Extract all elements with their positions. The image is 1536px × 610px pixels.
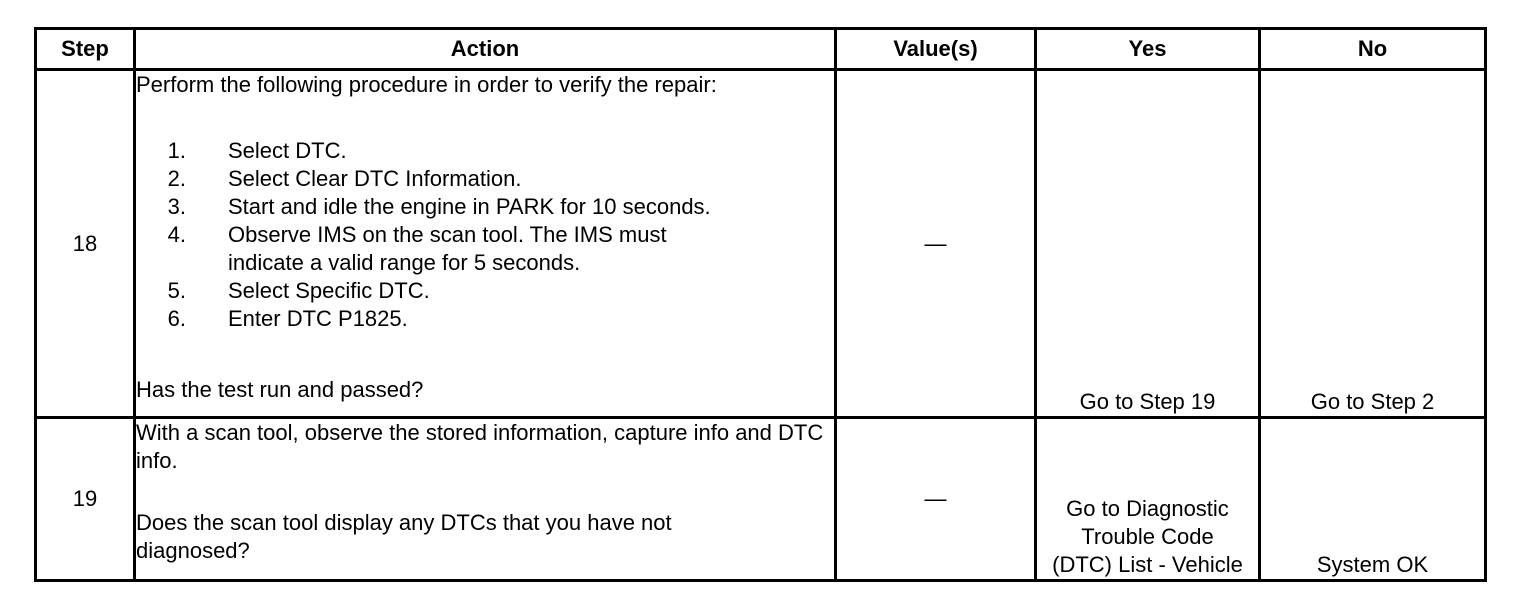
- yes-cell: [1036, 418, 1260, 581]
- action-intro: With a scan tool, observe the stored information, capture info and DTC info.: [136, 420, 824, 473]
- list-item-text: Select Specific DTC.: [228, 278, 430, 303]
- list-item: [136, 137, 834, 165]
- diagnostic-table-container: [34, 27, 1487, 582]
- action-question: Has the test run and passed?: [136, 377, 424, 402]
- list-item: [136, 165, 834, 193]
- list-item-number: 6.: [167, 306, 186, 331]
- list-item-number: 5.: [167, 278, 186, 303]
- list-item-number: 2.: [167, 166, 186, 191]
- list-item: [136, 221, 834, 277]
- header-no: No: [1260, 29, 1486, 70]
- header-step: Step: [36, 29, 135, 70]
- action-cell: [135, 70, 836, 418]
- value-dash: —: [924, 486, 947, 511]
- list-item-number: 3.: [167, 194, 186, 219]
- procedure-list: [136, 137, 834, 333]
- table-row: [36, 70, 1486, 418]
- list-item-text: Select DTC.: [228, 138, 347, 163]
- list-item: [136, 277, 834, 305]
- list-item-text: Select Clear DTC Information.: [228, 166, 522, 191]
- step-number: 18: [36, 70, 135, 418]
- no-cell: System OK: [1260, 418, 1486, 581]
- list-item: [136, 193, 834, 221]
- list-item: [136, 305, 834, 333]
- header-yes: Yes: [1036, 29, 1260, 70]
- value-cell: [836, 418, 1036, 581]
- no-cell: Go to Step 2: [1260, 70, 1486, 418]
- yes-cell: Go to Step 19: [1036, 70, 1260, 418]
- list-item-text: Start and idle the engine in PARK for 10 seconds.: [228, 194, 711, 219]
- list-item-number: 1.: [167, 138, 186, 163]
- list-item-number: 4.: [167, 222, 186, 247]
- table-row: [36, 418, 1486, 581]
- list-item-text: Observe IMS on the scan tool. The IMS must indicate a valid range for 5 seconds.: [228, 222, 667, 275]
- action-intro: Perform the following procedure in order to verify the repair:: [136, 72, 717, 97]
- value-dash: —: [924, 230, 947, 256]
- header-values: Value(s): [836, 29, 1036, 70]
- list-item-text: Enter DTC P1825.: [228, 306, 408, 331]
- step-number: 19: [36, 418, 135, 581]
- yes-cell-text: Go to Diagnostic Trouble Code (DTC) List - Vehicle: [1052, 496, 1243, 577]
- action-cell: [135, 418, 836, 581]
- value-cell: [836, 70, 1036, 418]
- action-question: Does the scan tool display any DTCs that you have not diagnosed?: [136, 510, 672, 563]
- diagnostic-table: [34, 27, 1487, 582]
- header-row: [36, 29, 1486, 70]
- header-action: Action: [135, 29, 836, 70]
